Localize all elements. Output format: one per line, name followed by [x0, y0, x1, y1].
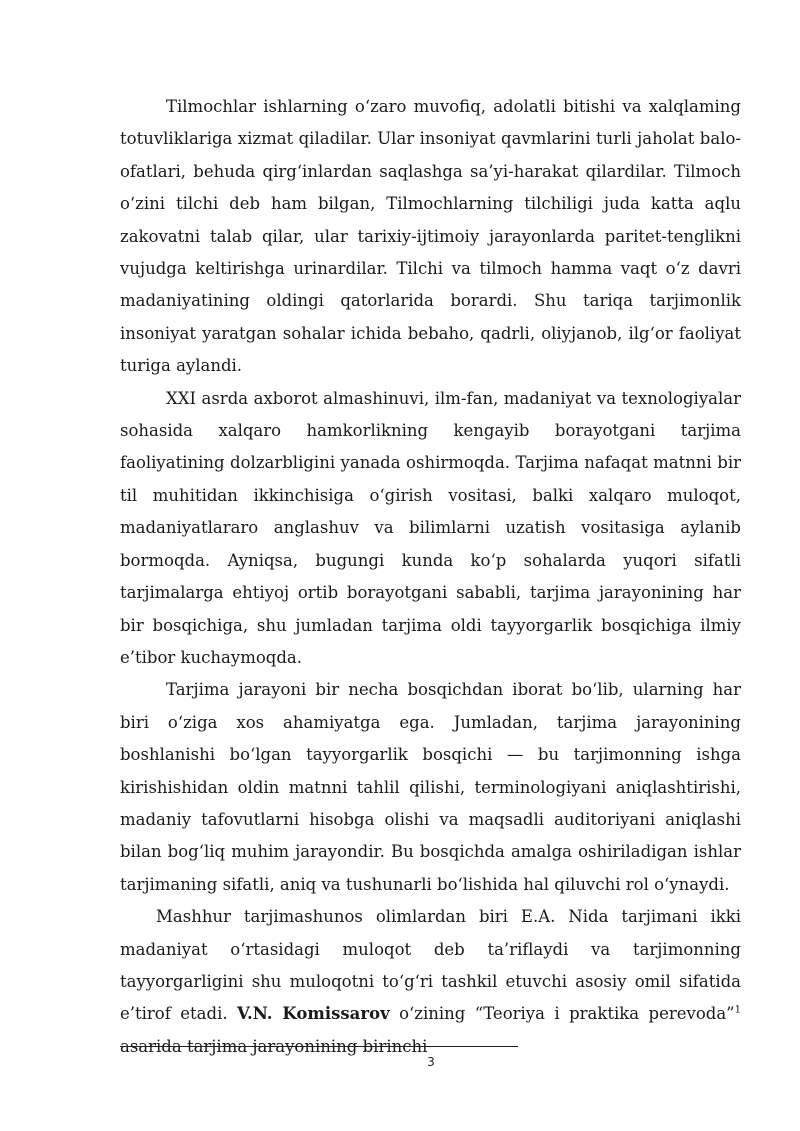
- paragraph-1: Tilmochlar ishlarning o‘zaro muvofiq, adolatli bitishi va xalqlaming totuvliklariga xizmat qiladilar. Ular insoniyat qavmlarini turli jaholat balo-ofatlari, behuda qirg‘inlardan saqlashga sa’yi-harakat qilardilar. Tilmoch o‘zini tilchi deb ham bilgan, Tilmochlarning tilchiligi juda katta aqlu zakovatni talab qilar, ular tarixiy-ijtimoiy jarayonlarda paritet-tenglikni vujudga keltirishga urinardilar. Tilchi va tilmoch hamma vaqt o‘z davri madaniyatining oldingi qatorlarida borardi. Shu tariqa tarjimonlik insoniyat yaratgan sohalar ichida bebaho, qadrli, oliyjanob, ilg‘or faoliyat turiga aylandi.: [120, 97, 741, 376]
- paragraph-4: [120, 901, 741, 1063]
- paragraph-3: Tarjima jarayoni bir necha bosqichdan iborat bo‘lib, ularning har biri o‘ziga xos ahamiyatga ega. Jumladan, tarjima jarayonining boshlanishi bo‘lgan tayyorgarlik bosqichi — bu tarjimonning ishga kirishishidan oldin matnni tahlil qilishi, terminologiyani aniqlashtirishi, madaniy tafovutlarni hisobga olishi va maqsadli auditoriyani aniqlashi bilan bog‘liq muhim jarayondir. Bu bosqichda amalga oshiriladigan ishlar tarjimaning sifatli, aniq va tushunarli bo‘lishida hal qiluvchi rol o‘ynaydi.: [120, 680, 741, 894]
- paragraph-2: XXI asrda axborot almashinuvi, ilm-fan, madaniyat va texnologiyalar sohasida xalqaro hamkorlikning kengayib borayotgani tarjima faoliyatining dolzarbligini yanada oshirmoqda. Tarjima nafaqat matnni bir til muhitidan ikkinchisiga o‘girish vositasi, balki xalqaro muloqot, madaniyatlararo anglashuv va bilimlarni uzatish vositasiga aylanib bormoqda. Ayniqsa, bugungi kunda ko‘p sohalarda yuqori sifatli tarjimalarga ehtiyoj ortib borayotgani sababli, tarjima jarayonining har bir bosqichiga, shu jumladan tarjima oldi tayyorgarlik bosqichiga ilmiy e’tibor kuchaymoqda.: [120, 388, 741, 667]
- footnote-separator: [120, 1046, 518, 1047]
- paragraph-4-mid: o‘zining “Teoriya i praktika perevoda”: [389, 1004, 735, 1024]
- paragraph-4-start: Mashhur tarjimashunos olimlardan biri E.A. Nida tarjimani ikki madaniyat o‘rtasidagi muloqot deb ta’riflaydi va tarjimonning tayyorgarligini shu muloqotni to‘g‘ri tashkil etuvchi asosiy omil sifatida e’tirof etadi.: [120, 907, 741, 1024]
- body-text: [120, 91, 741, 1063]
- author-name: V.N. Komissarov: [237, 1004, 390, 1024]
- paragraph-4-end: asarida tarjima jarayonining birinchi: [120, 1036, 428, 1056]
- footnote-reference[interactable]: 1: [734, 1004, 741, 1016]
- page-number: 3: [427, 1055, 435, 1069]
